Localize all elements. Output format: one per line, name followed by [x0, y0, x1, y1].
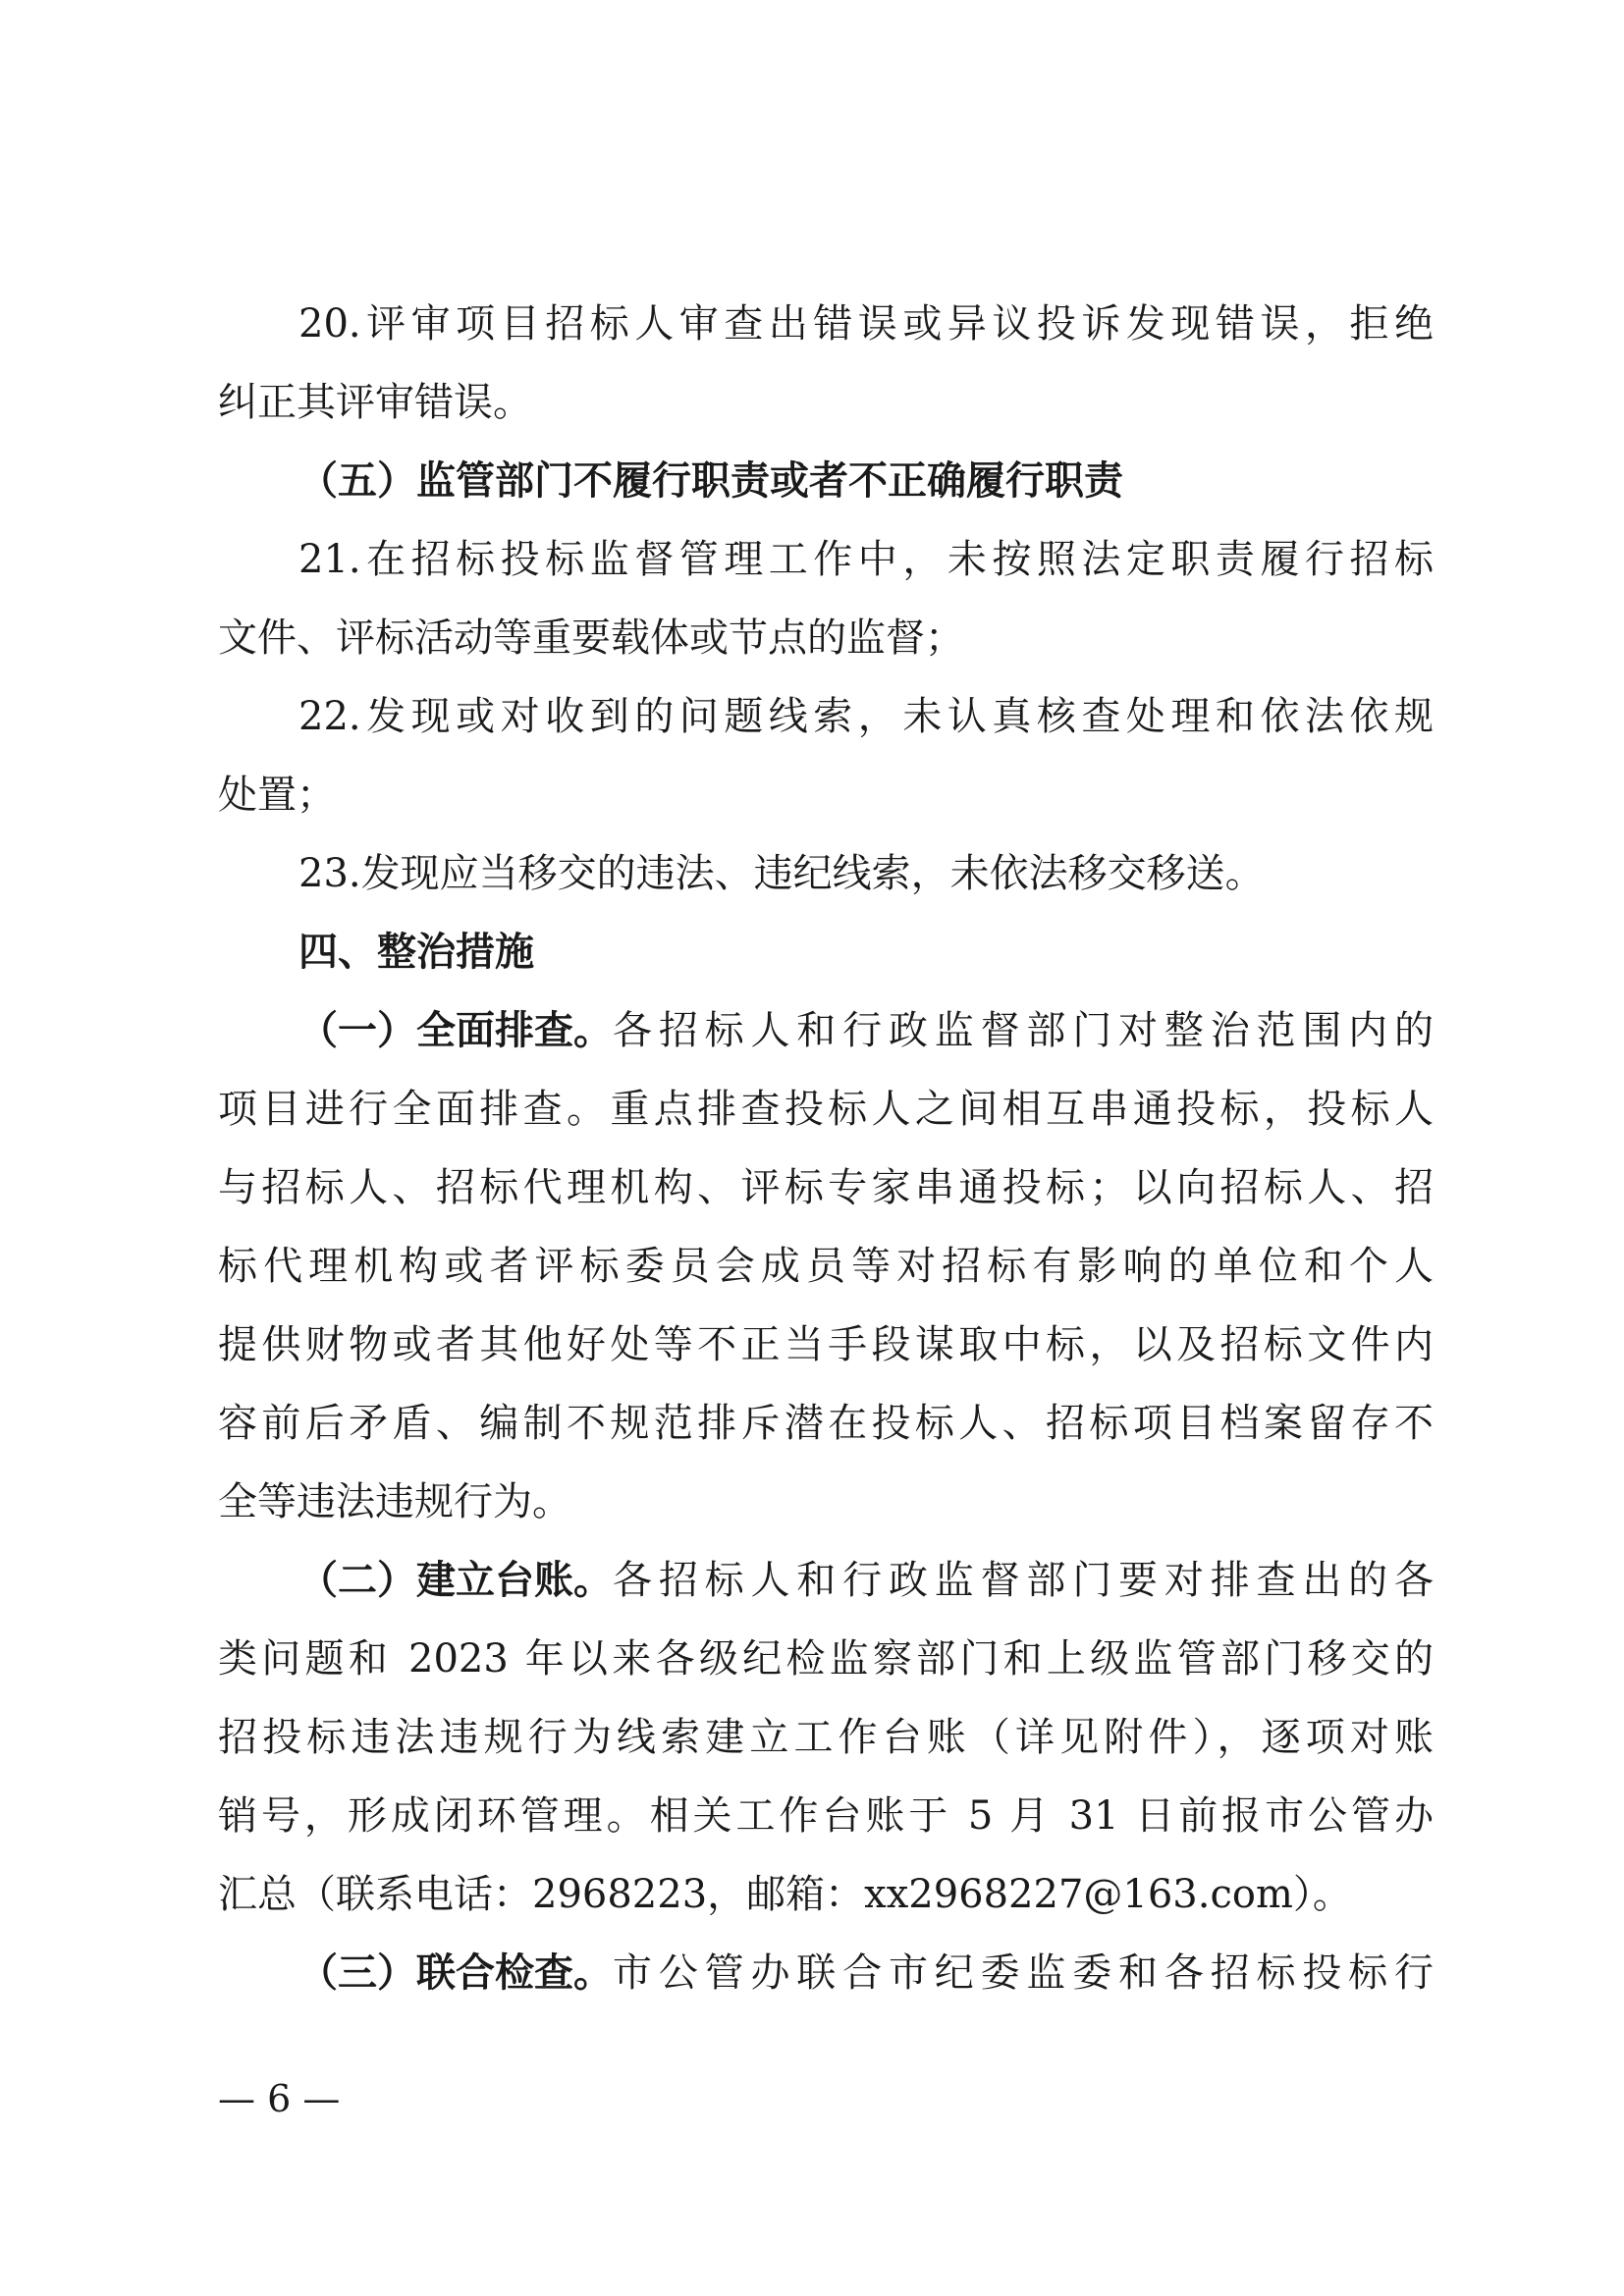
paragraph-line: 纠正其评审错误。: [218, 380, 532, 425]
paragraph-line: 文件、评标活动等重要载体或节点的监督；: [218, 615, 964, 661]
paragraph-text: 各招标人和行政监督部门要对排查出的各: [613, 1558, 1434, 1603]
paragraph-line: 招投标违法违规行为线索建立工作台账（详见附件），逐项对账: [218, 1715, 1434, 1760]
paragraph-lead: （一）全面排查。: [298, 1007, 613, 1053]
paragraph-text: 市公管办联合市纪委监委和各招标投标行: [613, 1950, 1434, 1996]
paragraph-lead: （二）建立台账。: [298, 1557, 613, 1603]
paragraph-line: [298, 1541, 1434, 1620]
paragraph-line: 项目进行全面排查。重点排查投标人之间相互串通投标，投标人: [218, 1087, 1434, 1132]
paragraph-line: 容前后矛盾、编制不规范排斥潜在投标人、招标项目档案留存不: [218, 1401, 1434, 1446]
paragraph-text: 各招标人和行政监督部门对整治范围内的: [613, 1008, 1434, 1053]
paragraph-line: 20.评审项目招标人审查出错误或异议投诉发现错误，拒绝: [298, 301, 1434, 347]
paragraph-line: 全等违法违规行为。: [218, 1479, 571, 1524]
paragraph-line: 处置；: [218, 773, 336, 818]
paragraph-line: 21.在招标投标监督管理工作中，未按照法定职责履行招标: [298, 537, 1434, 582]
paragraph-line: [298, 991, 1434, 1070]
section-heading: 四、整治措施: [298, 929, 534, 975]
paragraph-line: 汇总（联系电话：2968223，邮箱：xx2968227@163.com）。: [218, 1872, 1352, 1917]
paragraph-line: 22.发现或对收到的问题线索，未认真核查处理和依法依规: [298, 694, 1434, 739]
page-number: — 6 —: [218, 2077, 341, 2120]
paragraph-line: 23.发现应当移交的违法、违纪线索，未依法移交移送。: [298, 851, 1265, 896]
paragraph-line: 与招标人、招标代理机构、评标专家串通投标；以向招标人、招: [218, 1165, 1434, 1210]
paragraph-line: 标代理机构或者评标委员会成员等对招标有影响的单位和个人: [218, 1244, 1434, 1289]
paragraph-lead: （三）联合检查。: [298, 1949, 613, 1996]
paragraph-line: [298, 1934, 1434, 2012]
paragraph-line: 提供财物或者其他好处等不正当手段谋取中标，以及招标文件内: [218, 1322, 1434, 1367]
section-heading: （五）监管部门不履行职责或者不正确履行职责: [298, 457, 1123, 504]
paragraph-line: 类问题和 2023 年以来各级纪检监察部门和上级监管部门移交的: [218, 1636, 1434, 1682]
paragraph-line: 销号，形成闭环管理。相关工作台账于 5 月 31 日前报市公管办: [218, 1793, 1434, 1839]
